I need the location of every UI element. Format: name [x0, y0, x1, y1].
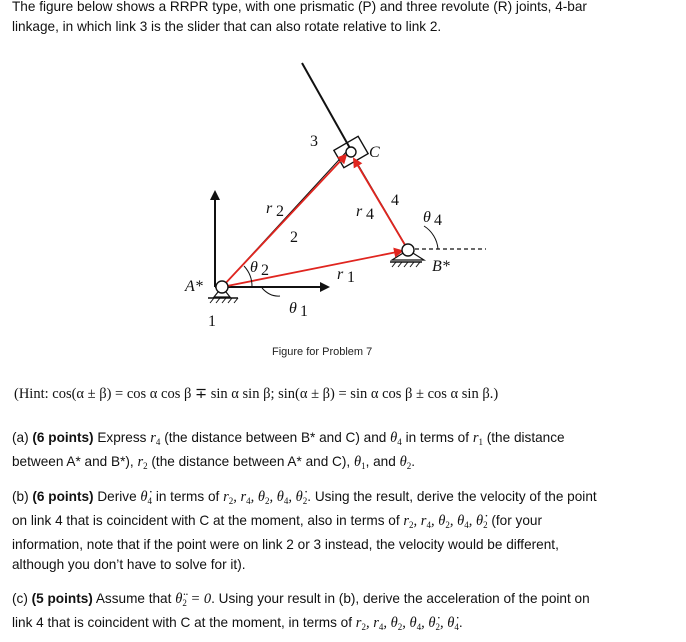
label-r1: r	[337, 266, 344, 283]
label-theta1: θ	[289, 300, 297, 317]
part-c-label: (c)	[12, 591, 28, 606]
ground-b	[390, 262, 422, 267]
label-b-star: B*	[432, 258, 450, 275]
label-link-3: 3	[310, 133, 318, 150]
pivot-a	[216, 281, 228, 293]
label-r2-sub: 2	[276, 203, 284, 220]
label-theta4: θ	[423, 209, 431, 226]
part-a: (a) (6 points) Express $r_4$ (the distance between B* and C) and $\theta_4$ in terms of $r_1$ (the distance between A* and B*), $r_2$ (the distance between A* and C), $\theta_1$, and $\theta_2$.	[12, 430, 565, 471]
part-b: (b) (6 points) Derive $\thetȧ_4$ in terms of $r_2$, $r_4$, $\theta_2$, $\theta_4$, $\thetȧ_2$. Using the result, derive the velocity of the point on link 4 that is coincident with C at the moment, also in terms of $r_2$, $r_4$, $\theta_2$, $\theta_4$, $\thetȧ_2$ (for your information, note that if the point were on link 2 or 3 instead, the velocity would be different, although you don’t have to solve for it).	[12, 489, 597, 572]
label-a-star: A*	[185, 278, 203, 295]
label-c: C	[369, 144, 380, 161]
label-theta4-sub: 4	[434, 212, 442, 229]
label-theta1-sub: 1	[300, 303, 308, 320]
label-link-1: 1	[208, 313, 216, 330]
figure-caption: Figure for Problem 7	[272, 346, 373, 358]
intro-line-2: linkage, in which link 3 is the slider that can also rotate relative to link 2.	[12, 19, 442, 34]
label-link-2: 2	[290, 229, 298, 246]
theta4-arc	[424, 226, 438, 249]
vector-r2	[222, 155, 346, 287]
part-a-label: (a)	[12, 430, 29, 445]
hint-text: (Hint: cos(α ± β) = cos α cos β ∓ sin α sin β; sin(α ± β) = sin α cos β ± cos α sin β.)	[14, 386, 499, 402]
part-c-points: (5 points)	[31, 591, 93, 606]
pivot-b	[402, 244, 414, 256]
theta1-arc	[262, 288, 280, 296]
label-theta2: θ	[250, 259, 258, 276]
label-r1-sub: 1	[347, 269, 355, 286]
vector-r1	[222, 251, 402, 287]
label-link-4: 4	[391, 192, 399, 209]
label-r4-sub: 4	[366, 206, 374, 223]
pivot-c	[346, 147, 356, 157]
label-theta2-sub: 2	[261, 262, 269, 279]
intro-line-1: The figure below shows a RRPR type, with one prismatic (P) and three revolute (R) joints, 4-bar	[12, 0, 587, 14]
part-b-points: (6 points)	[32, 489, 94, 504]
label-r2: r	[266, 200, 273, 217]
part-b-label: (b)	[12, 489, 29, 504]
part-a-points: (6 points)	[32, 430, 94, 445]
label-r4: r	[356, 203, 363, 220]
part-c: (c) (5 points) Assume that $\thetä_2 = 0$. Using your result in (b), derive the acceleration of the point on link 4 that is coincident with C at the moment, in terms of $r_2$, $r_4$, $\theta_2$, $\theta_4$, $\thetȧ_2$, $\thetȧ_4$.	[12, 591, 590, 632]
